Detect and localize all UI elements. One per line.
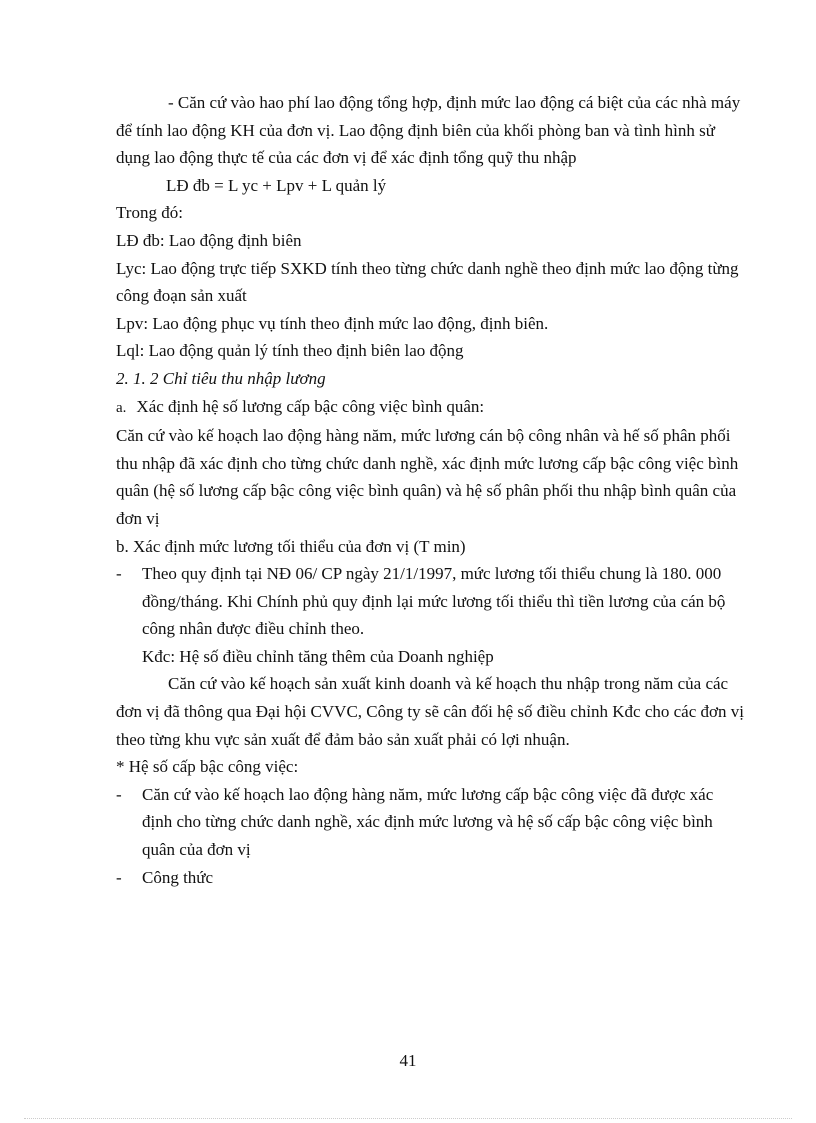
- body-text: [116, 89, 744, 891]
- bullet-ke-hoach: [116, 781, 744, 864]
- formula-ldb: LĐ đb = L yc + Lpv + L quản lý: [166, 175, 387, 195]
- bullet-dash: -: [116, 867, 122, 887]
- item-a-text: Xác định hệ số lương cấp bậc công việc bình quân:: [136, 396, 485, 416]
- bullet-cong-thuc-text: Công thức: [142, 867, 214, 887]
- item-b: b. Xác định mức lương tối thiểu của đơn vị (T min): [116, 536, 466, 556]
- definition-lyc: Lyc: Lao động trực tiếp SXKD tính theo từng chức danh nghề theo định mức lao động từng công đoạn sản xuất: [116, 258, 739, 306]
- star-heading: * Hệ số cấp bậc công việc:: [116, 757, 299, 777]
- definition-lql: Lql: Lao động quản lý tính theo định biên lao động: [116, 341, 464, 361]
- bullet-ke-hoach-text: Căn cứ vào kế hoạch lao động hàng năm, mức lương cấp bậc công việc đã được xác định cho từng chức danh nghề, xác định mức lương và hệ số cấp bậc công việc bình quân của đơn vị: [142, 784, 714, 860]
- section-heading-212: 2. 1. 2 Chỉ tiêu thu nhập lương: [116, 368, 326, 388]
- definition-kdc: Kđc: Hệ số điều chỉnh tăng thêm của Doanh nghiệp: [142, 646, 494, 666]
- bullet-cong-thuc: [116, 864, 744, 892]
- paragraph-kdc: Căn cứ vào kế hoạch sản xuất kinh doanh và kế hoạch thu nhập trong năm của các đơn vị đã thông qua Đại hội CVVC, Công ty sẽ cân đối hệ số điều chỉnh Kđc cho các đơn vị theo từng khu vực sản xuất để đảm bảo sản xuất phải có lợi nhuận.: [116, 674, 744, 749]
- where-label: Trong đó:: [116, 203, 183, 223]
- bullet-nd06-text: Theo quy định tại NĐ 06/ CP ngày 21/1/1997, mức lương tối thiểu chung là 180. 000 đồng/tháng. Khi Chính phủ quy định lại mức lương tối thiểu thì tiền lương của cán bộ công nhân được điều chỉnh theo.: [142, 564, 726, 639]
- page-bottom-rule: [24, 1118, 792, 1119]
- page-number: 41: [399, 1051, 417, 1070]
- definition-lpv: Lpv: Lao động phục vụ tính theo định mức lao động, định biên.: [116, 313, 549, 333]
- bullet-dash: -: [116, 564, 122, 584]
- paragraph-a-body: Căn cứ vào kế hoạch lao động hàng năm, mức lương cán bộ công nhân và hế số phân phối thu nhập đã xác định cho từng chức danh nghề, xác định mức lương cấp bậc công việc bình quân (hệ số lương cấp bậc công việc bình quân) và hệ số phân phối thu nhập bình quân của đơn vị: [116, 426, 739, 528]
- definition-ldb: LĐ đb: Lao động định biên: [116, 230, 302, 250]
- paragraph-hao-phi: - Căn cứ vào hao phí lao động tổng hợp, định mức lao động cá biệt của các nhà máy để tính lao động KH của đơn vị. Lao động định biên của khối phòng ban và tình hình sử dụng lao động thực tế của các đơn vị để xác định tổng quỹ thu nhập: [116, 93, 741, 168]
- item-a-label: a.: [116, 399, 127, 416]
- item-a: [116, 393, 744, 423]
- bullet-dash: -: [116, 784, 122, 804]
- bullet-nd06: [116, 560, 744, 643]
